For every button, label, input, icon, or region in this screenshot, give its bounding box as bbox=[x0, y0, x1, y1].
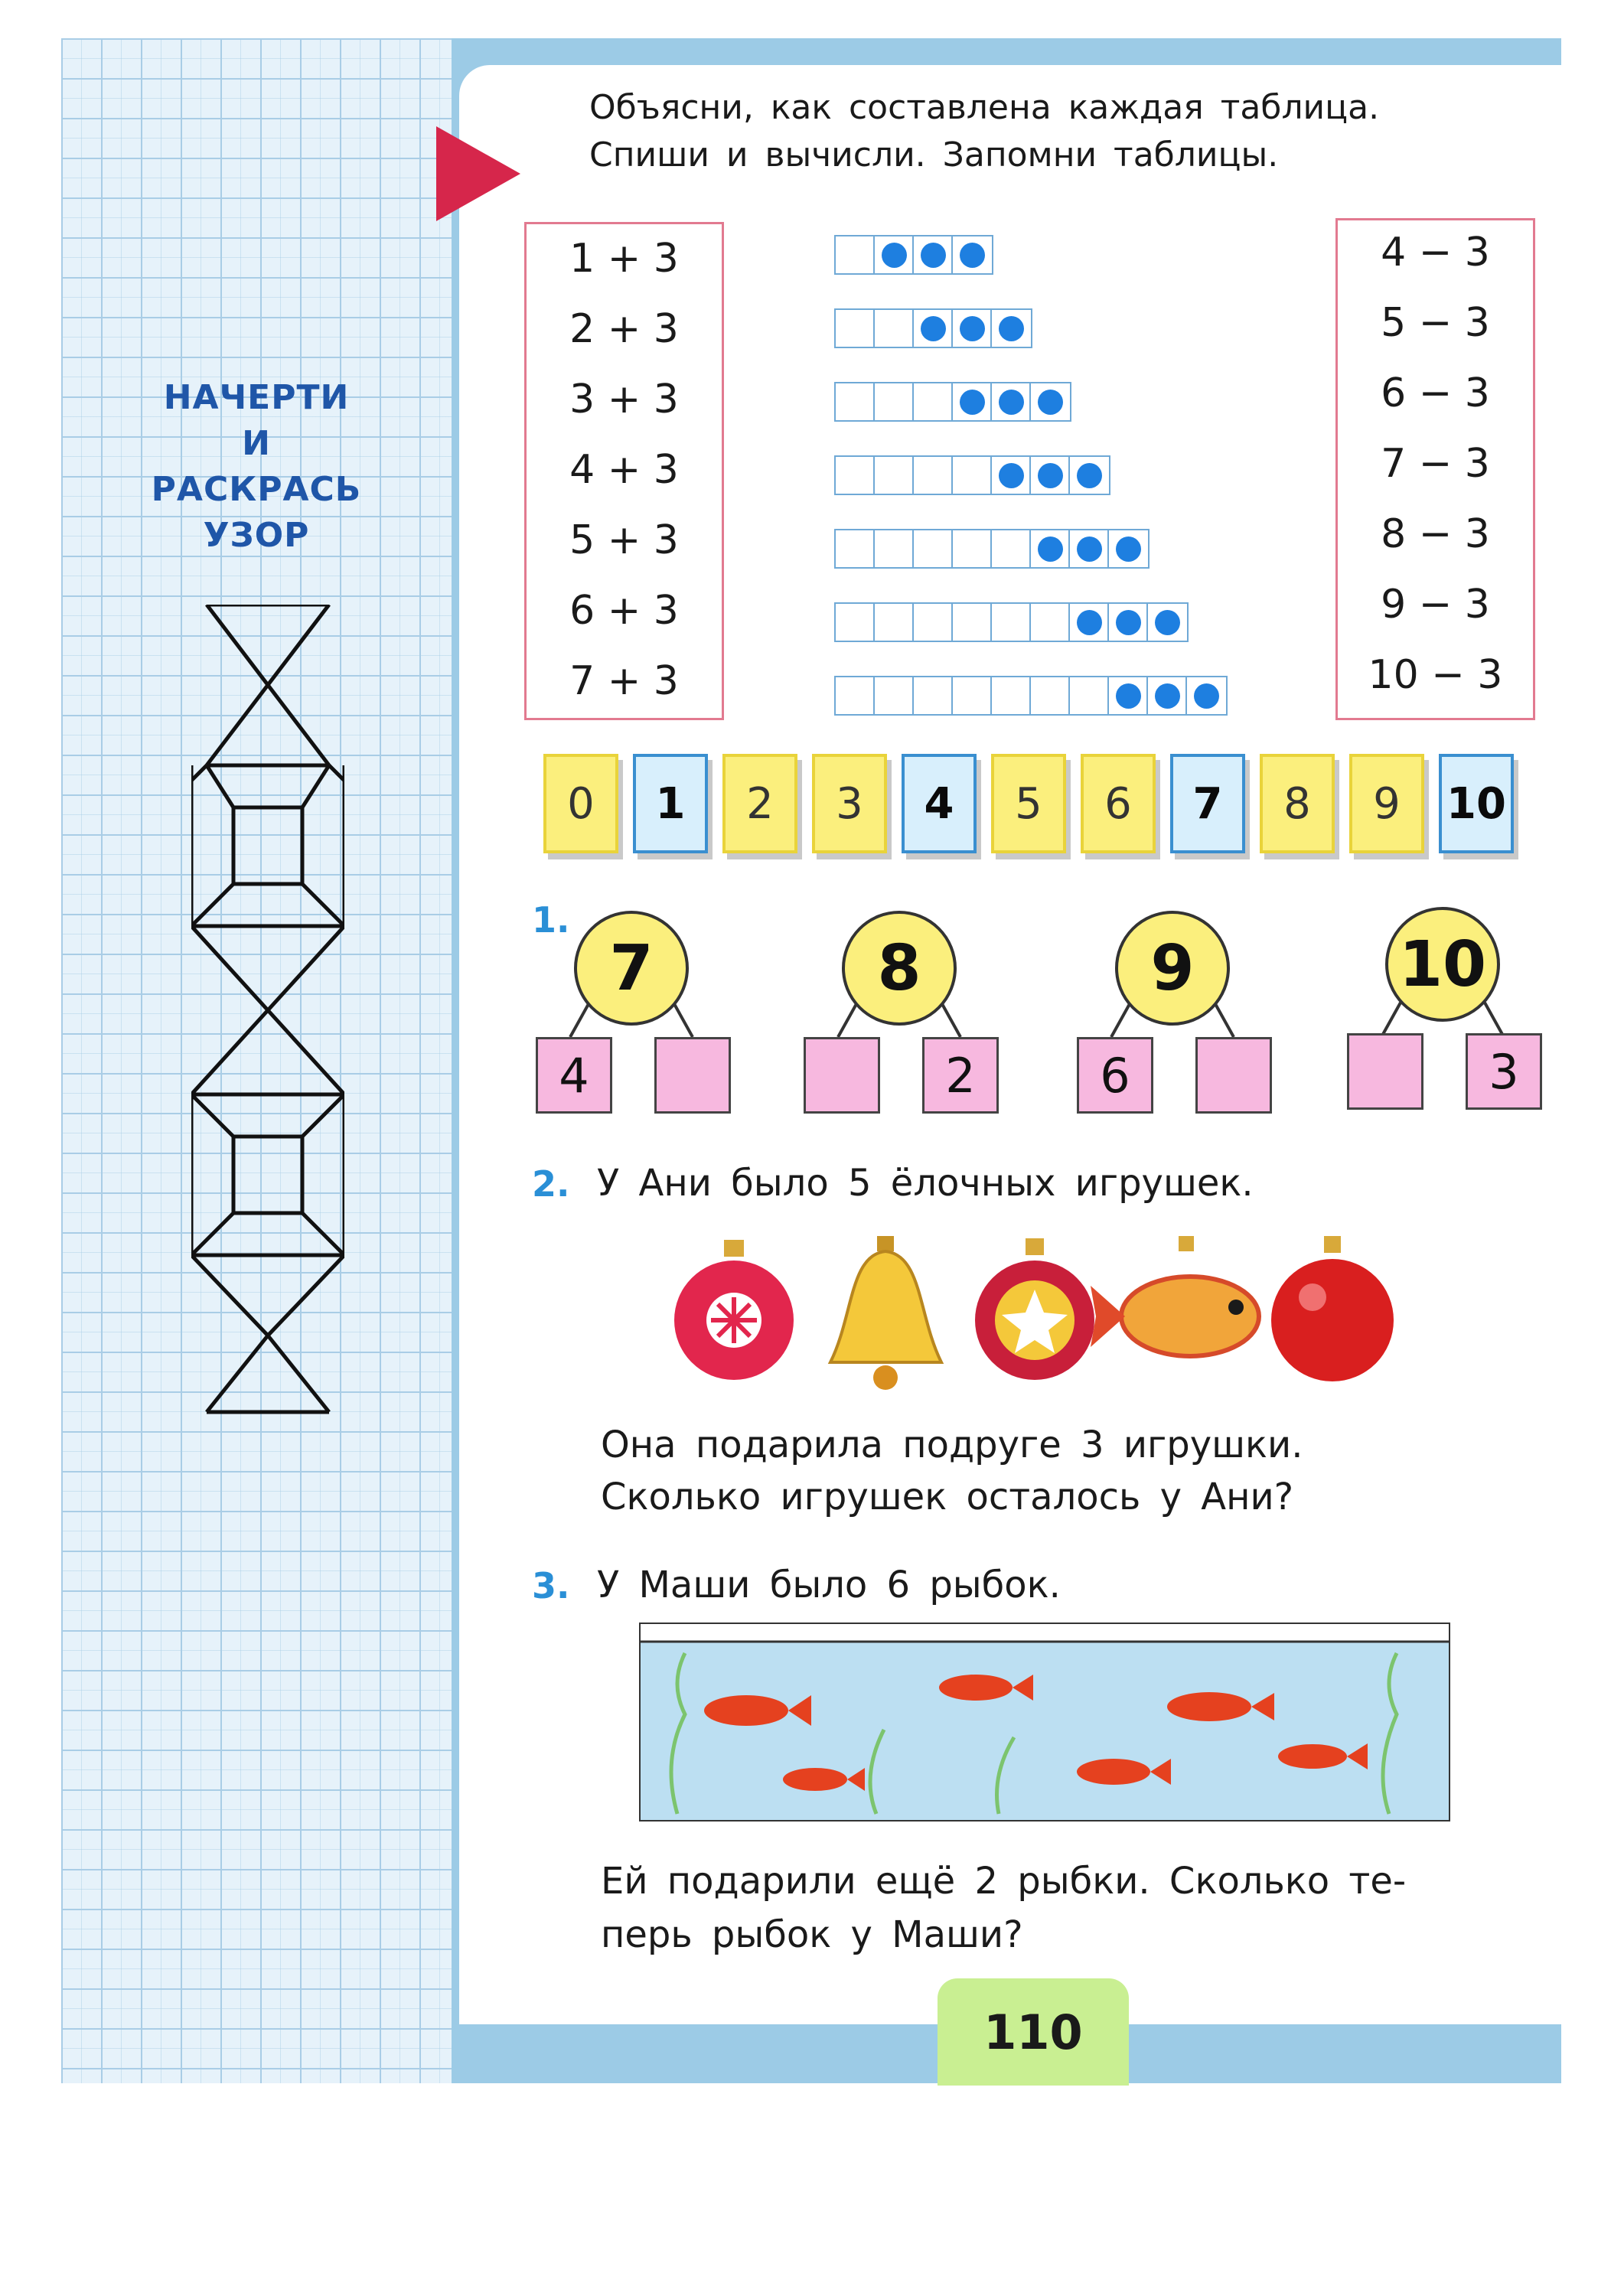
empty-cell bbox=[992, 530, 1031, 567]
page-number: 110 bbox=[938, 1978, 1129, 2086]
dot-cell bbox=[992, 310, 1031, 347]
empty-cell bbox=[836, 236, 875, 273]
addition-row: 3 + 3 bbox=[569, 377, 679, 422]
empty-cell bbox=[875, 677, 914, 714]
empty-cell bbox=[953, 604, 992, 641]
dot-cell bbox=[953, 310, 992, 347]
addition-row: 5 + 3 bbox=[569, 517, 679, 563]
dot-cell bbox=[1031, 457, 1070, 494]
whole-number-circle: 7 bbox=[574, 911, 689, 1026]
dot-cell bbox=[992, 457, 1031, 494]
task-number: 1. bbox=[532, 899, 570, 941]
sidebar-title-line: УЗОР bbox=[203, 516, 310, 555]
empty-cell bbox=[992, 604, 1031, 641]
part-square[interactable]: 3 bbox=[1466, 1033, 1542, 1110]
number-card: 8 bbox=[1260, 754, 1335, 853]
dot-cell bbox=[875, 236, 914, 273]
addition-table bbox=[524, 222, 724, 720]
empty-cell bbox=[836, 383, 875, 420]
empty-cell bbox=[836, 530, 875, 567]
dot-strip bbox=[834, 602, 1189, 642]
subtraction-row: 8 − 3 bbox=[1381, 511, 1490, 557]
task-number: 2. bbox=[532, 1163, 570, 1205]
subtraction-row: 9 − 3 bbox=[1381, 582, 1490, 628]
ornament-ball-icon bbox=[674, 1240, 794, 1380]
play-arrow-icon bbox=[436, 126, 520, 221]
dot-cell bbox=[1070, 530, 1109, 567]
christmas-ornaments-illustration bbox=[673, 1232, 1423, 1401]
dot-cell bbox=[1070, 457, 1109, 494]
instruction-line: Объясни, как составлена каждая таблица. bbox=[589, 88, 1380, 127]
aquarium-illustration bbox=[639, 1623, 1450, 1821]
empty-cell bbox=[914, 457, 953, 494]
whole-number-circle: 9 bbox=[1115, 911, 1230, 1026]
number-card: 3 bbox=[812, 754, 887, 853]
task3-line: У Маши было 6 рыбок. bbox=[597, 1564, 1061, 1606]
addition-row: 2 + 3 bbox=[569, 306, 679, 352]
number-card: 9 bbox=[1349, 754, 1424, 853]
task-number: 3. bbox=[532, 1565, 570, 1606]
instructions bbox=[589, 84, 1379, 179]
addition-row: 4 + 3 bbox=[569, 447, 679, 493]
dot-cell bbox=[1187, 677, 1226, 714]
subtraction-row: 7 − 3 bbox=[1381, 441, 1490, 487]
empty-cell bbox=[836, 604, 875, 641]
subtraction-table bbox=[1335, 218, 1535, 720]
empty-cell bbox=[953, 530, 992, 567]
sidebar-title-line: РАСКРАСЬ bbox=[151, 470, 362, 509]
empty-cell bbox=[875, 383, 914, 420]
dot-cell bbox=[1109, 530, 1148, 567]
dot-strip bbox=[834, 455, 1110, 495]
empty-cell bbox=[914, 604, 953, 641]
part-square[interactable] bbox=[804, 1037, 880, 1114]
empty-cell bbox=[875, 310, 914, 347]
dot-strip bbox=[834, 235, 993, 275]
instruction-line: Спиши и вычисли. Запомни таблицы. bbox=[589, 135, 1279, 174]
sidebar-title-line: И bbox=[242, 424, 271, 463]
part-square[interactable] bbox=[1195, 1037, 1272, 1114]
number-card: 2 bbox=[722, 754, 797, 853]
addition-row: 6 + 3 bbox=[569, 588, 679, 634]
task2-line: Она подарила подруге 3 игрушки. bbox=[601, 1424, 1303, 1466]
empty-cell bbox=[875, 604, 914, 641]
geometric-pattern-drawing bbox=[191, 605, 344, 1416]
part-square[interactable]: 4 bbox=[536, 1037, 612, 1114]
ornament-star-ball-icon bbox=[975, 1238, 1094, 1380]
empty-cell bbox=[1070, 677, 1109, 714]
empty-cell bbox=[1031, 604, 1070, 641]
empty-cell bbox=[836, 310, 875, 347]
whole-number-circle: 10 bbox=[1385, 907, 1500, 1022]
task2-line: У Ани было 5 ёлочных игрушек. bbox=[597, 1162, 1254, 1205]
whole-number-circle: 8 bbox=[842, 911, 957, 1026]
empty-cell bbox=[953, 677, 992, 714]
number-card: 4 bbox=[902, 754, 977, 853]
number-card: 0 bbox=[543, 754, 618, 853]
dot-cell bbox=[1148, 604, 1187, 641]
subtraction-row: 6 − 3 bbox=[1381, 370, 1490, 416]
task3-line: Ей подарили ещё 2 рыбки. Сколько те- bbox=[601, 1860, 1407, 1903]
number-card: 5 bbox=[991, 754, 1066, 853]
dot-cell bbox=[914, 236, 953, 273]
subtraction-row: 5 − 3 bbox=[1381, 300, 1490, 346]
subtraction-row: 4 − 3 bbox=[1381, 230, 1490, 276]
empty-cell bbox=[836, 457, 875, 494]
subtraction-row: 10 − 3 bbox=[1368, 652, 1503, 698]
empty-cell bbox=[914, 383, 953, 420]
number-card: 6 bbox=[1081, 754, 1156, 853]
dot-cell bbox=[992, 383, 1031, 420]
sidebar-title bbox=[115, 375, 398, 559]
dot-cell bbox=[953, 383, 992, 420]
empty-cell bbox=[836, 677, 875, 714]
part-square[interactable] bbox=[1347, 1033, 1423, 1110]
part-square[interactable]: 6 bbox=[1077, 1037, 1153, 1114]
dot-cell bbox=[914, 310, 953, 347]
empty-cell bbox=[953, 457, 992, 494]
number-card: 1 bbox=[633, 754, 708, 853]
addition-row: 1 + 3 bbox=[569, 236, 679, 282]
empty-cell bbox=[875, 530, 914, 567]
dot-cell bbox=[1031, 383, 1070, 420]
part-square[interactable] bbox=[654, 1037, 731, 1114]
dot-cell bbox=[1031, 530, 1070, 567]
dot-strip bbox=[834, 308, 1032, 348]
task3-line: перь рыбок у Маши? bbox=[601, 1913, 1023, 1956]
dot-cell bbox=[1109, 604, 1148, 641]
dot-cell bbox=[1148, 677, 1187, 714]
sidebar-title-line: НАЧЕРТИ bbox=[163, 378, 350, 417]
empty-cell bbox=[992, 677, 1031, 714]
empty-cell bbox=[875, 457, 914, 494]
empty-cell bbox=[914, 530, 953, 567]
ornament-fish-icon bbox=[1091, 1236, 1259, 1356]
empty-cell bbox=[914, 677, 953, 714]
number-card: 7 bbox=[1170, 754, 1245, 853]
number-card: 10 bbox=[1439, 754, 1514, 853]
part-square[interactable]: 2 bbox=[922, 1037, 999, 1114]
dot-strip bbox=[834, 382, 1071, 422]
dot-cell bbox=[953, 236, 992, 273]
ornament-red-ball-icon bbox=[1271, 1236, 1394, 1381]
empty-cell bbox=[1031, 677, 1070, 714]
task2-line: Сколько игрушек осталось у Ани? bbox=[601, 1476, 1294, 1518]
dot-cell bbox=[1070, 604, 1109, 641]
dot-cell bbox=[1109, 677, 1148, 714]
dot-strip bbox=[834, 676, 1228, 716]
dot-strip bbox=[834, 529, 1150, 569]
addition-row: 7 + 3 bbox=[569, 658, 679, 704]
ornament-bell-icon bbox=[830, 1236, 941, 1390]
